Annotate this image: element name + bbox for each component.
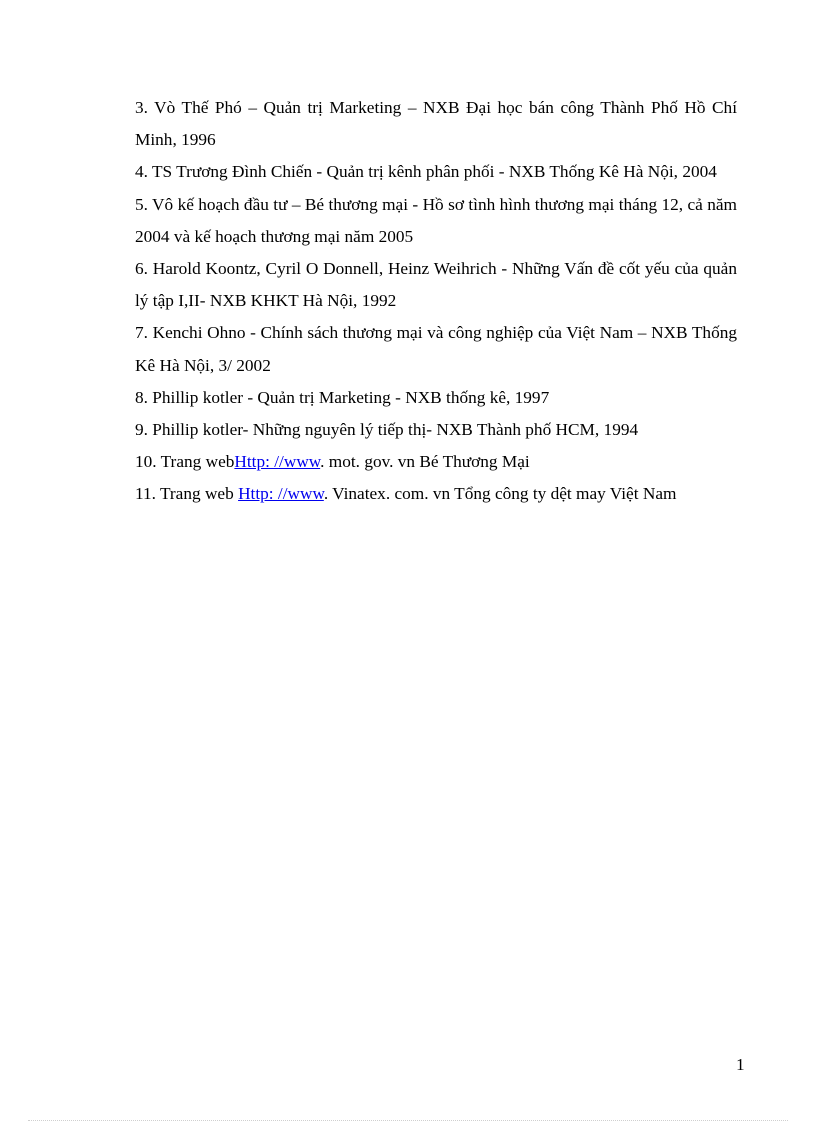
reference-prefix: 11. Trang web [135, 484, 239, 504]
page-bottom-divider [28, 1120, 788, 1121]
reference-item-8 [135, 382, 737, 414]
reference-item-7 [135, 317, 737, 381]
reference-item-3 [135, 92, 737, 156]
reference-text: 9. Phillip kotler- Những nguyên lý tiếp thị- NXB Thành phố HCM, 1994 [135, 420, 639, 440]
reference-suffix: . Vinatex. com. vn Tổng công ty dệt may Việt Nam [323, 484, 677, 504]
reference-text: 5. Vô kế hoạch đầu tư – Bé thương mại - Hồ sơ tình hình thương mại tháng 12, cả năm 2004 và kế hoạch thương mại năm 2005 [135, 194, 737, 246]
reference-item-9 [135, 414, 737, 446]
reference-text: 6. Harold Koontz, Cyril O Donnell, Heinz Weihrich - Những Vấn đề cốt yếu của quản lý tập I,II- NXB KHKT Hà Nội, 1992 [135, 259, 737, 311]
reference-suffix: . mot. gov. vn Bé Thương Mại [320, 452, 530, 472]
reference-item-6 [135, 253, 737, 317]
page-number: 1 [736, 1055, 745, 1074]
reference-item-10 [135, 446, 737, 478]
reference-item-11 [135, 478, 737, 510]
reference-list [135, 92, 737, 511]
reference-link[interactable]: Http: //www [234, 452, 321, 472]
reference-text: 7. Kenchi Ohno - Chính sách thương mại và công nghiệp của Việt Nam – NXB Thống Kê Hà Nội, 3/ 2002 [135, 323, 737, 375]
reference-text: 4. TS Trương Đình Chiến - Quản trị kênh phân phối - NXB Thống Kê Hà Nội, 2004 [135, 162, 717, 182]
reference-text: 3. Vò Thế Phó – Quản trị Marketing – NXB Đại học bán công Thành Phố Hồ Chí Minh, 1996 [135, 98, 737, 150]
reference-item-5 [135, 189, 737, 253]
reference-item-4 [135, 156, 737, 188]
reference-prefix: 10. Trang web [135, 452, 235, 472]
reference-text: 8. Phillip kotler - Quản trị Marketing - NXB thống kê, 1997 [135, 387, 550, 407]
reference-link[interactable]: Http: //www [238, 484, 324, 504]
